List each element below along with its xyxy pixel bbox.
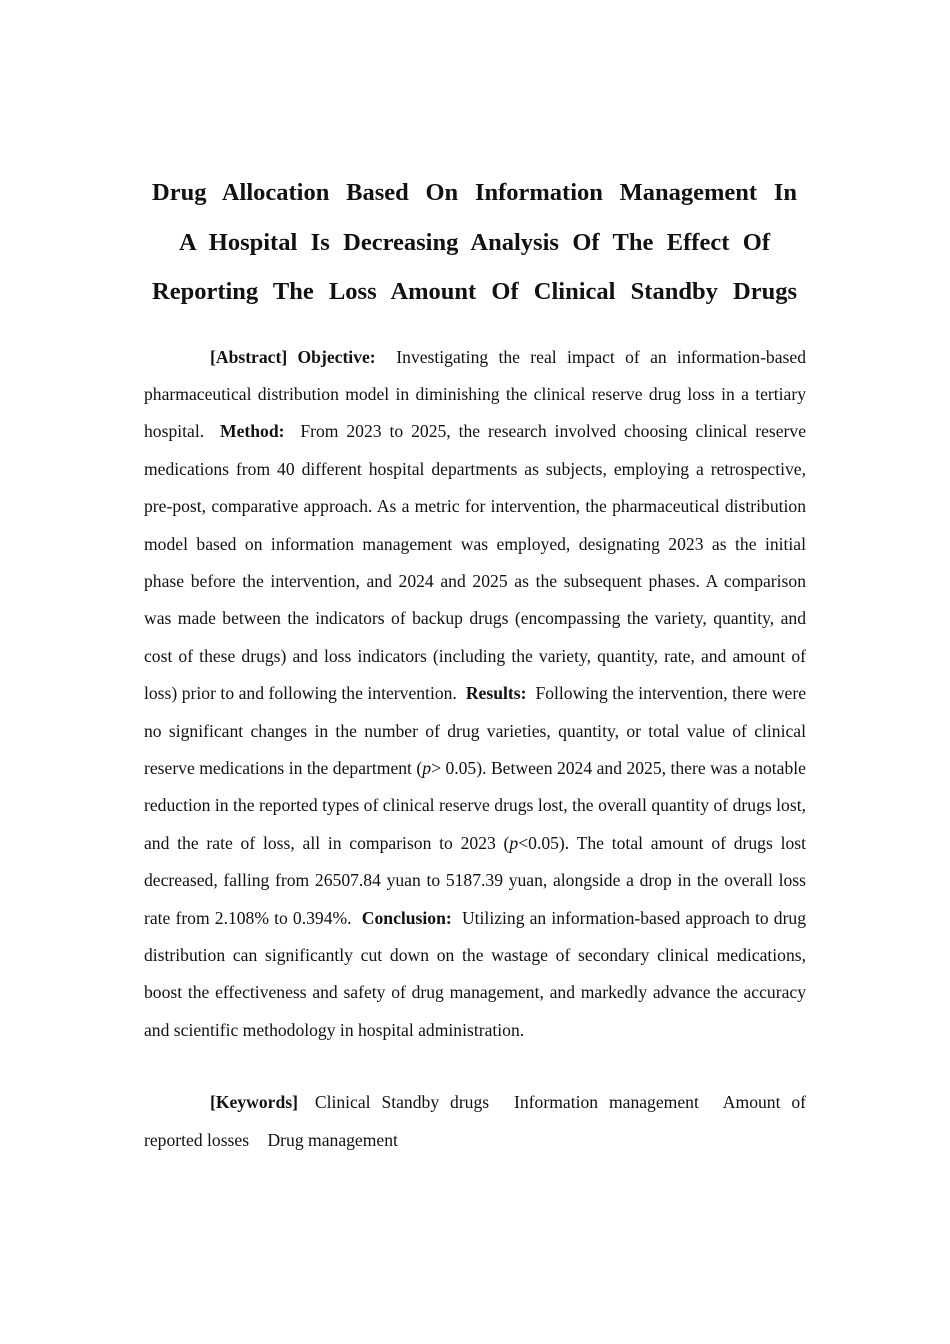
abstract-paragraph	[144, 339, 806, 1050]
paper-title	[144, 168, 806, 317]
title-line-2: A Hospital Is Decreasing Analysis Of The Effect Of	[179, 228, 770, 256]
method-label: Method:	[219, 421, 285, 442]
title-line-1: Drug Allocation Based On Information Management In	[152, 179, 797, 206]
keyword-item: Information management	[514, 1092, 699, 1113]
keywords-label: [Keywords]	[210, 1092, 298, 1113]
keywords-paragraph	[144, 1084, 806, 1159]
objective-text: Investigating the real impact of an information-based pharmaceutical distribution model in diminishing the clinical reserve drug loss in a tertiary hospital.	[144, 346, 806, 442]
keyword-item: Amount of reported losses	[144, 1092, 807, 1150]
results-label: Results:	[465, 683, 527, 704]
conclusion-text: Utilizing an information-based approach to drug distribution can significantly cut down on the wastage of secondary clinical medications, boost the effectiveness and safety of drug management, and markedly advance the accuracy and scientific methodology in hospital administration.	[144, 907, 807, 1040]
keyword-item: Clinical Standby drugs	[314, 1092, 490, 1113]
results-text-2: > 0.05). Between 2024 and 2025, there was a notable reduction in the reported types of clinical reserve drugs lost, the overall quantity of drugs lost, and the rate of loss, all in comparison to 2023 (	[144, 757, 806, 853]
p-value-symbol-2: p	[509, 832, 519, 853]
p-value-symbol-1: p	[422, 757, 432, 778]
conclusion-label: Conclusion:	[361, 907, 452, 928]
results-text-3: <0.05). The total amount of drugs lost decreased, falling from 26507.84 yuan to 5187.39 yuan, alongside a drop in the overall loss rate from 2.108% to 0.394%.	[144, 832, 807, 928]
results-text-1: Following the intervention, there were no significant changes in the number of drug varieties, quantity, or total value of clinical reserve medications in the department (	[144, 683, 807, 778]
abstract-label: [Abstract]	[210, 346, 288, 367]
keyword-item: Drug management	[267, 1129, 398, 1150]
objective-label: Objective:	[297, 346, 376, 367]
method-text: From 2023 to 2025, the research involved choosing clinical reserve medications from 40 different hospital departments as subjects, employing a retrospective, pre-post, comparative approach. As a metric for intervention, the pharmaceutical distribution model based on information management was employed, designating 2023 as the initial phase before the intervention, and 2024 and 2025 as the subsequent phases. A comparison was made between the indicators of backup drugs (encompassing the variety, quantity, and cost of these drugs) and loss indicators (including the variety, quantity, rate, and amount of loss) prior to and following the intervention.	[144, 421, 806, 704]
title-line-3: Reporting The Loss Amount Of Clinical Standby Drugs	[152, 278, 797, 305]
paper-page	[144, 168, 806, 1177]
